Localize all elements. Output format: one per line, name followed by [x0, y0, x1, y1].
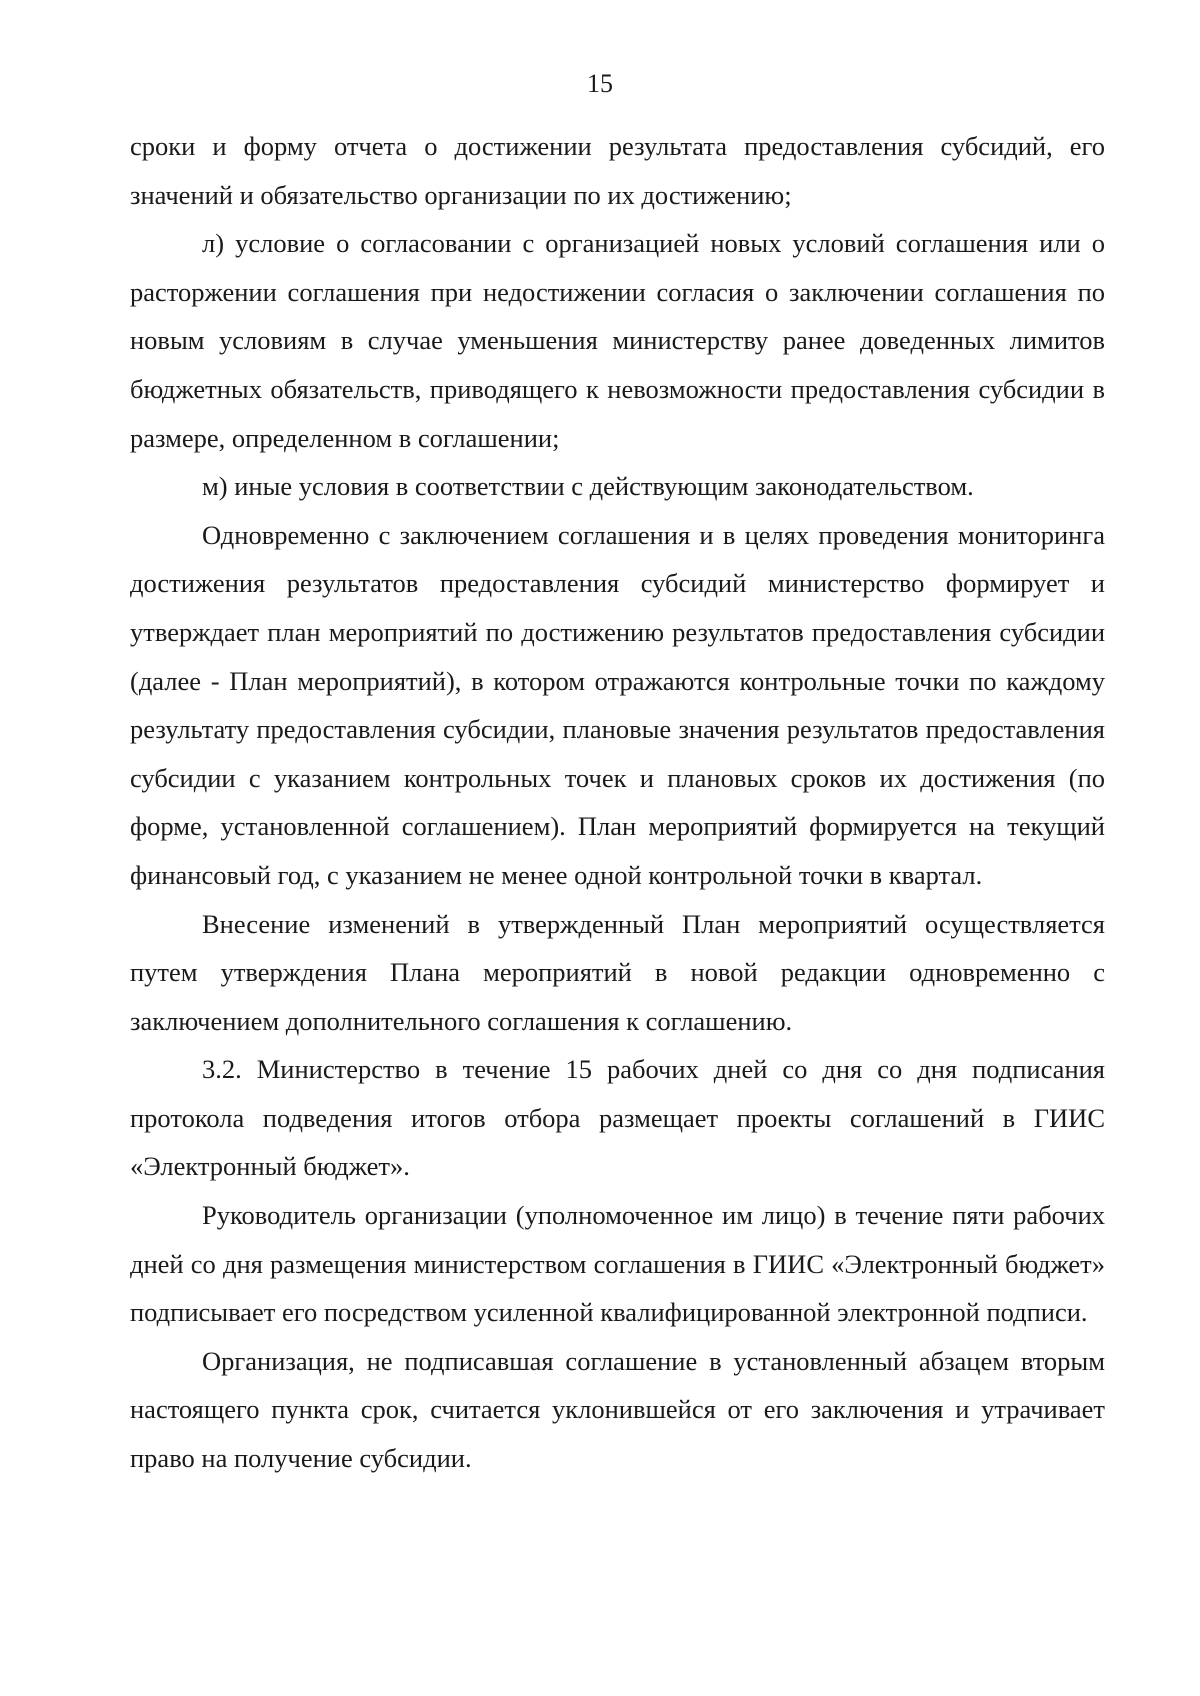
paragraph-item-l: л) условие о согласовании с организацией новых условий соглашения или о расторжении соглашения при недостижении согласия о заключении соглашения по новым условиям в случае уменьшения министерству ранее доведенных лимитов бюджетных обязательств, приводящего к невозможности предоставления субсидии в размере, определенном в соглашении; — [130, 228, 1105, 453]
paragraph-reporting-terms: сроки и форму отчета о достижении результата предоставления субсидий, его значений и обязательство организации по их достижению; — [130, 131, 1105, 210]
document-body — [130, 122, 1105, 1483]
paragraph-item-m: м) иные условия в соответствии с действующим законодательством. — [202, 471, 974, 502]
page-number: 15 — [587, 69, 613, 98]
paragraph-signing: Руководитель организации (уполномоченное им лицо) в течение пяти рабочих дней со дня размещения министерством соглашения в ГИИС «Электронный бюджет» подписывает его посредством усиленной квалифицированной электронной подписи. — [130, 1200, 1105, 1328]
paragraph-action-plan: Одновременно с заключением соглашения и в целях проведения мониторинга достижения результатов предоставления субсидий министерство формирует и утверждает план мероприятий по достижению результатов предоставления субсидии (далее - План мероприятий), в котором отражаются контрольные точки по каждому результату предоставления субсидии, плановые значения результатов предоставления субсидии с указанием контрольных точек и плановых сроков их достижения (по форме, установленной соглашением). План мероприятий формируется на текущий финансовый год, с указанием не менее одной контрольной точки в квартал. — [130, 519, 1105, 890]
paragraph-evasion: Организация, не подписавшая соглашение в установленный абзацем вторым настоящего пункта срок, считается уклонившейся от его заключения и утрачивает право на получение субсидии. — [130, 1345, 1105, 1474]
paragraph-3-2: 3.2. Министерство в течение 15 рабочих дней со дня со дня подписания протокола подведения итогов отбора размещает проекты соглашений в ГИИС «Электронный бюджет». — [130, 1054, 1105, 1182]
paragraph-plan-changes: Внесение изменений в утвержденный План мероприятий осуществляется путем утверждения Плана мероприятий в новой редакции одновременно с заключением дополнительного соглашения к соглашению. — [130, 908, 1105, 1036]
